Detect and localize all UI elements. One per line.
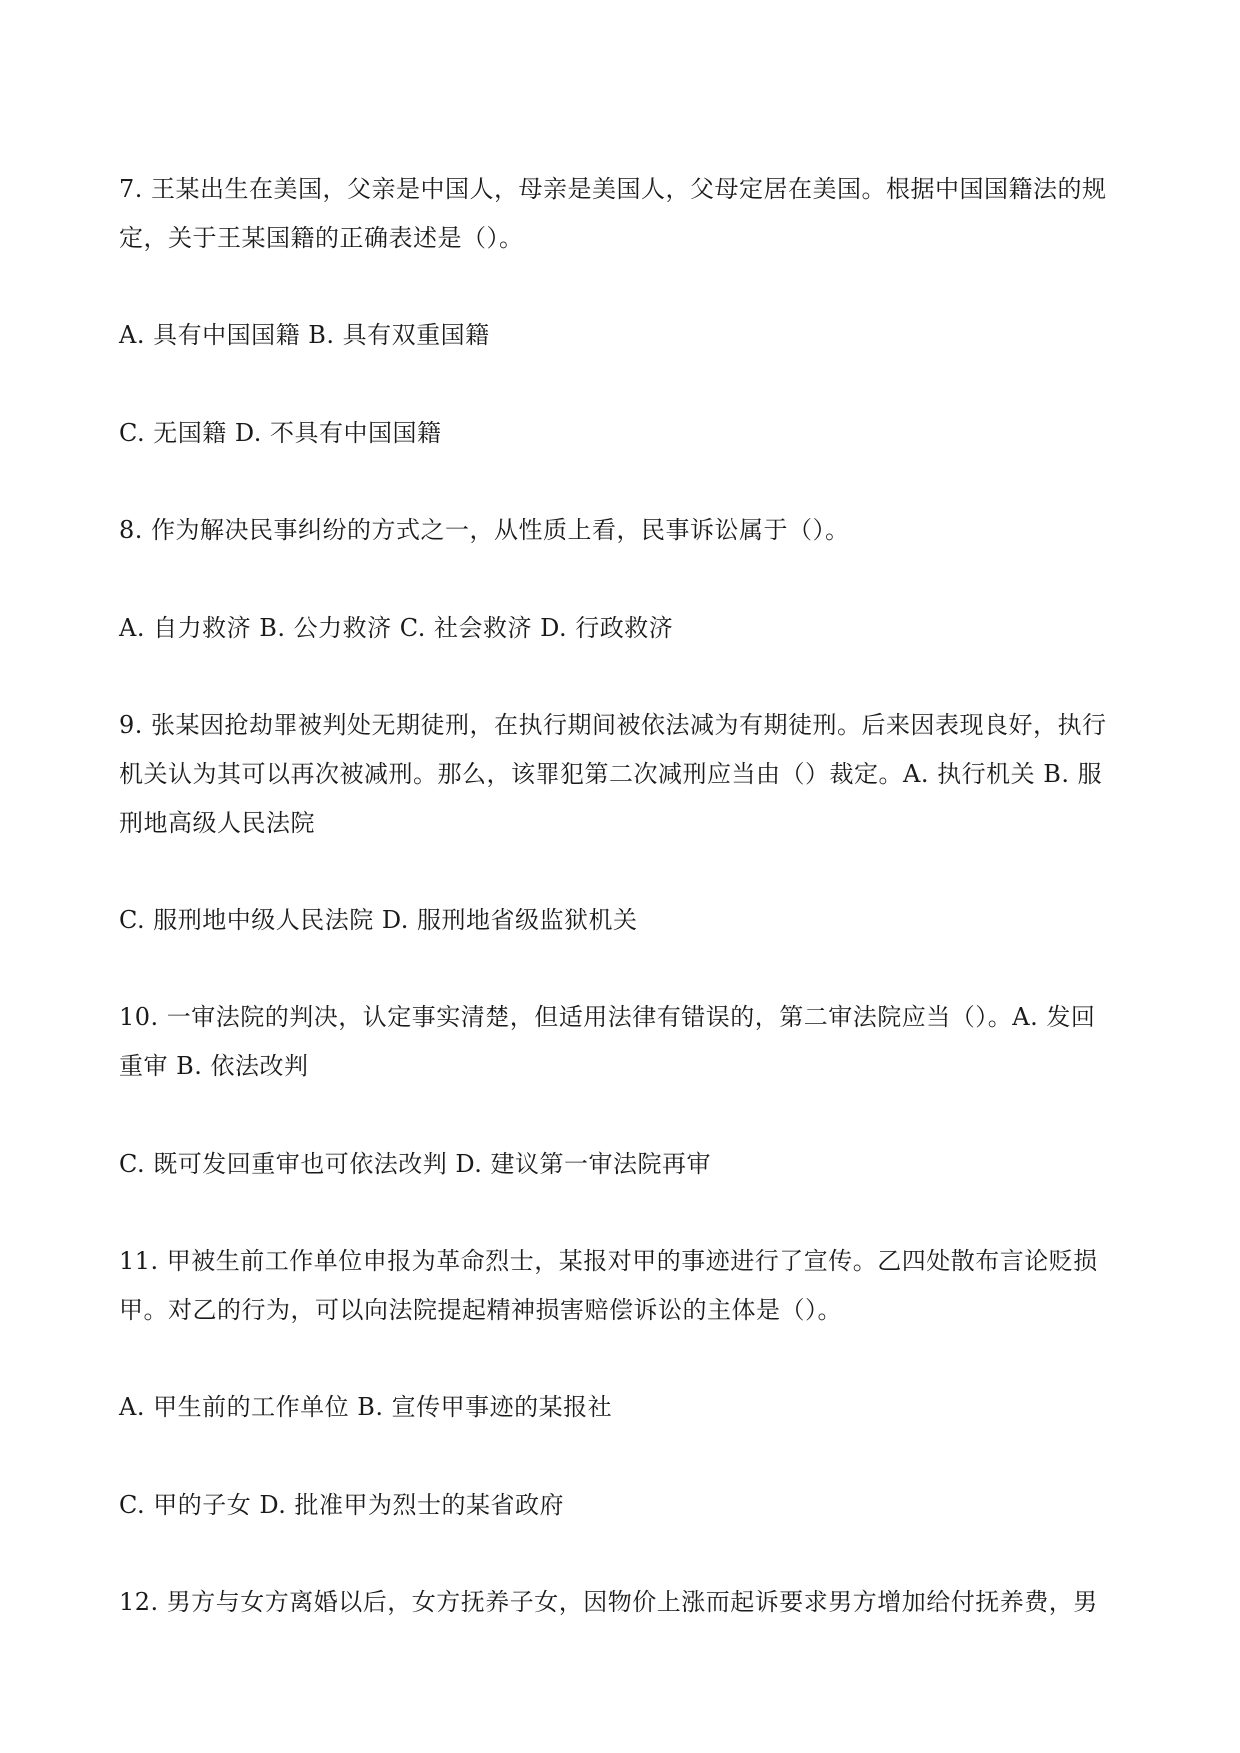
q8-options: A. 自力救济 B. 公力救济 C. 社会救济 D. 行政救济 [119, 614, 674, 642]
q11-options-ab: A. 甲生前的工作单位 B. 宣传甲事迹的某报社 [119, 1393, 613, 1421]
q7-stem-line-2: 定，关于王某国籍的正确表述是（）。 [119, 224, 524, 252]
q7-options-cd: C. 无国籍 D. 不具有中国国籍 [119, 419, 442, 447]
q7-stem-line-1: 7. 王某出生在美国，父亲是中国人，母亲是美国人，父母定居在美国。根据中国国籍法的规 [119, 175, 1107, 203]
q8-stem: 8. 作为解决民事纠纷的方式之一，从性质上看，民事诉讼属于（）。 [119, 516, 850, 544]
q10-stem-line-2: 重审 B. 依法改判 [119, 1052, 309, 1080]
q9-options-cd: C. 服刑地中级人民法院 D. 服刑地省级监狱机关 [119, 906, 638, 934]
q10-options-cd: C. 既可发回重审也可依法改判 D. 建议第一审法院再审 [119, 1150, 712, 1178]
q9-stem-line-3: 刑地高级人民法院 [119, 809, 315, 837]
q11-options-cd: C. 甲的子女 D. 批准甲为烈士的某省政府 [119, 1491, 565, 1519]
q12-stem-line-1: 12. 男方与女方离婚以后，女方抚养子女，因物价上涨而起诉要求男方增加给付抚养费，男 [119, 1588, 1098, 1616]
q9-stem-line-2: 机关认为其可以再次被减刑。那么，该罪犯第二次减刑应当由（）裁定。A. 执行机关 B. 服 [119, 760, 1103, 788]
q9-stem-line-1: 9. 张某因抢劫罪被判处无期徒刑，在执行期间被依法减为有期徒刑。后来因表现良好，执行 [119, 711, 1107, 739]
q10-stem-line-1: 10. 一审法院的判决，认定事实清楚，但适用法律有错误的，第二审法院应当（）。A. 发回 [119, 1003, 1096, 1031]
q11-stem-line-1: 11. 甲被生前工作单位申报为革命烈士，某报对甲的事迹进行了宣传。乙四处散布言论贬损 [119, 1247, 1098, 1275]
q11-stem-line-2: 甲。对乙的行为，可以向法院提起精神损害赔偿诉讼的主体是（）。 [119, 1296, 842, 1324]
q7-options-ab: A. 具有中国国籍 B. 具有双重国籍 [119, 321, 490, 349]
